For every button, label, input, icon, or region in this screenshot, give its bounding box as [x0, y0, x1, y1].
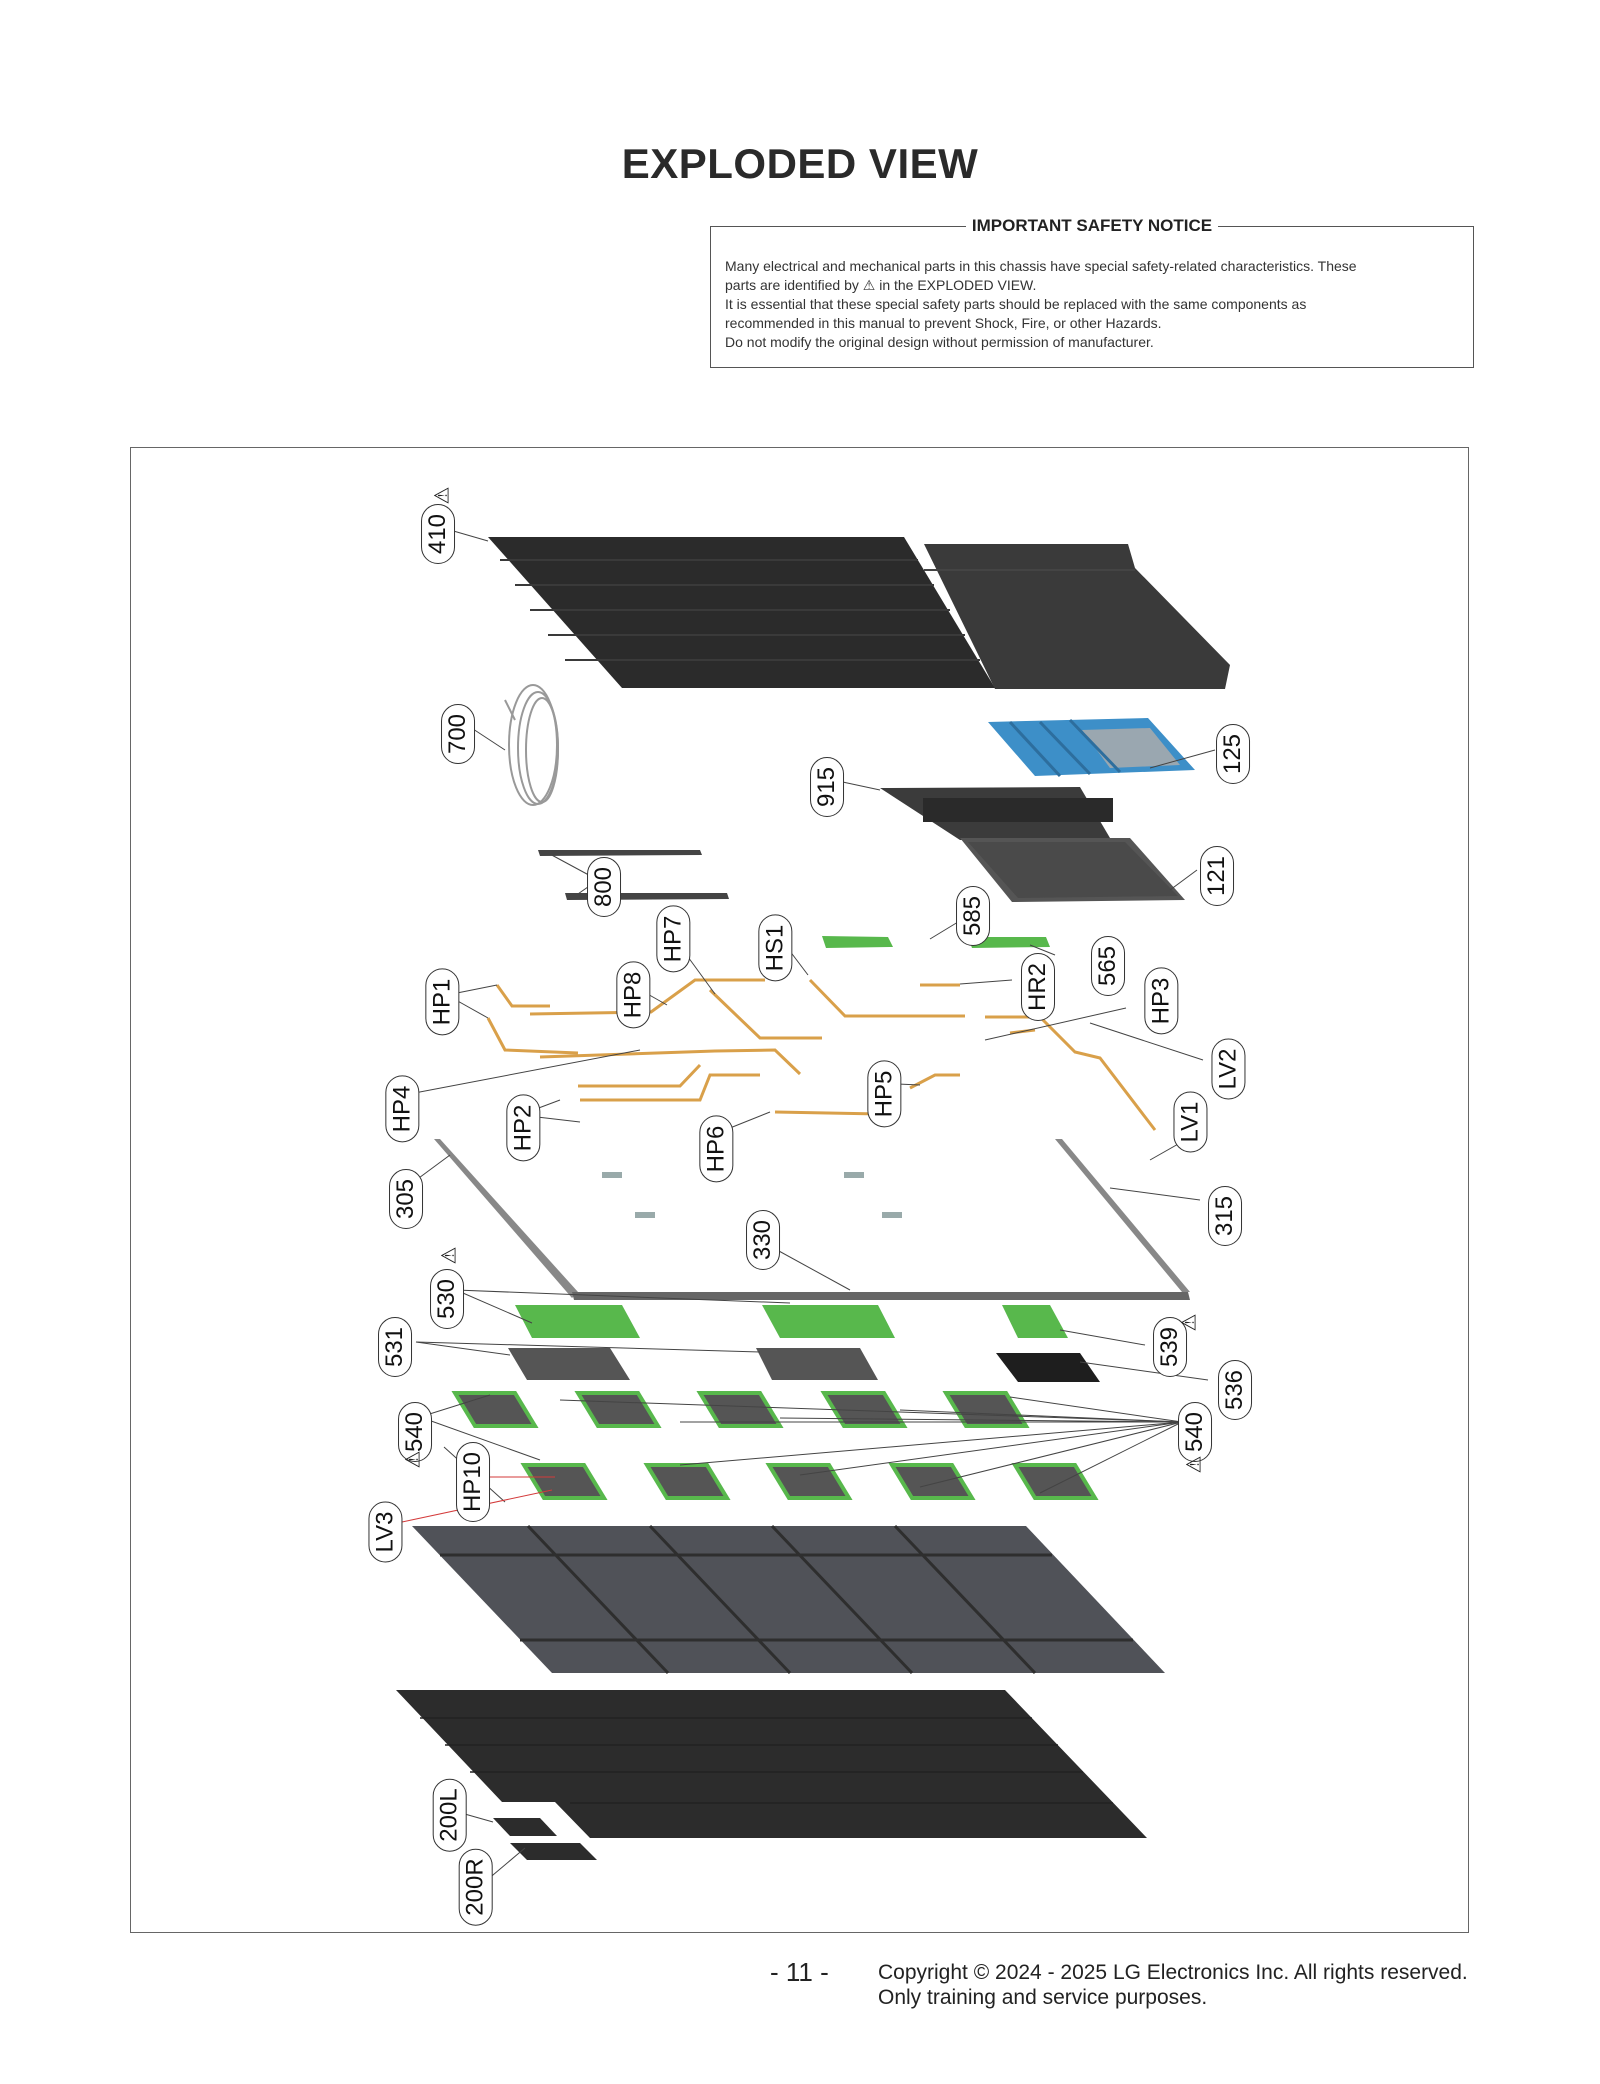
- notice-line-4: recommended in this manual to prevent Shock, Fire, or other Hazards.: [725, 315, 1162, 331]
- callout-200L: 200L: [433, 1778, 467, 1851]
- backlight-frame: [412, 1526, 1165, 1673]
- board-539: [1002, 1305, 1068, 1338]
- copyright-line-1: Copyright © 2024 - 2025 LG Electronics Inc. All rights reserved.: [878, 1961, 1468, 1984]
- callout-HP5: HP5: [867, 1061, 901, 1128]
- callout-121: 121: [1200, 846, 1234, 906]
- safety-warning-icon: ⚠: [431, 486, 454, 505]
- callout-700: 700: [441, 704, 475, 764]
- callout-531: 531: [378, 1317, 412, 1377]
- shield-plate-121: [960, 838, 1185, 902]
- callout-315: 315: [1208, 1186, 1242, 1246]
- power-cord-700: [505, 685, 558, 805]
- callout-330: 330: [746, 1210, 780, 1270]
- callout-305: 305: [389, 1169, 423, 1229]
- copyright-notice: [878, 1960, 1468, 2010]
- warning-triangle-icon: ⚠: [862, 277, 876, 293]
- callout-540-right: 540: [1178, 1402, 1212, 1462]
- notice-line-5: Do not modify the original design without permission of manufacturer.: [725, 334, 1154, 350]
- led-drivers-540: [455, 1393, 1095, 1498]
- safety-warning-icon: ⚠: [402, 1450, 425, 1469]
- callout-410: 410: [421, 504, 455, 564]
- callout-HP8: HP8: [616, 962, 650, 1029]
- callout-LV2: LV2: [1211, 1039, 1245, 1100]
- callout-HS1: HS1: [758, 915, 792, 982]
- callout-200R: 200R: [459, 1848, 493, 1925]
- callout-HP4: HP4: [385, 1076, 419, 1143]
- safety-notice-heading: IMPORTANT SAFETY NOTICE: [966, 216, 1218, 235]
- bars-800: [538, 850, 729, 900]
- callout-LV1: LV1: [1173, 1092, 1207, 1153]
- callout-HP7: HP7: [656, 906, 690, 973]
- notice-line-1: Many electrical and mechanical parts in this chassis have special safety-related characteristics. These: [725, 258, 1357, 274]
- back-cover-410: [488, 537, 1230, 689]
- power-boards-530: [515, 1305, 895, 1338]
- page-title: EXPLODED VIEW: [621, 140, 979, 187]
- brackets-531: [508, 1348, 878, 1380]
- notice-line-3: It is essential that these special safety parts should be replaced with the same components as: [725, 296, 1307, 312]
- callout-536: 536: [1218, 1360, 1252, 1420]
- callout-HP6: HP6: [699, 1116, 733, 1183]
- copyright-line-2: Only training and service purposes.: [878, 1986, 1208, 2009]
- safety-warning-icon: ⚠: [1178, 1313, 1201, 1332]
- callout-565: 565: [1091, 936, 1125, 996]
- callout-585: 585: [956, 886, 990, 946]
- led-panel-tiles: [396, 1690, 1147, 1860]
- callout-HP10: HP10: [456, 1442, 490, 1522]
- callout-125: 125: [1216, 724, 1250, 784]
- safety-warning-icon: ⚠: [438, 1246, 461, 1265]
- callout-539: 539: [1153, 1317, 1187, 1377]
- callout-HP3: HP3: [1144, 968, 1178, 1035]
- callout-800: 800: [587, 857, 621, 917]
- callout-HP2: HP2: [506, 1095, 540, 1162]
- page-number: - 11 -: [770, 1957, 829, 1987]
- callout-HP1: HP1: [425, 969, 459, 1036]
- main-board-125: [988, 718, 1195, 776]
- notice-line-2: parts are identified by ⚠ in the EXPLODED VIEW.: [725, 277, 1037, 293]
- callout-540-left: 540: [398, 1402, 432, 1462]
- callout-HR2: HR2: [1021, 953, 1055, 1021]
- safety-warning-icon: ⚠: [1183, 1455, 1206, 1474]
- callout-LV3: LV3: [368, 1502, 402, 1563]
- bracket-915: [880, 787, 1113, 840]
- chassis-frame-330: [434, 1139, 1190, 1300]
- plate-536: [996, 1353, 1100, 1382]
- board-585: [822, 936, 893, 948]
- callout-915: 915: [810, 757, 844, 817]
- callout-530: 530: [430, 1269, 464, 1329]
